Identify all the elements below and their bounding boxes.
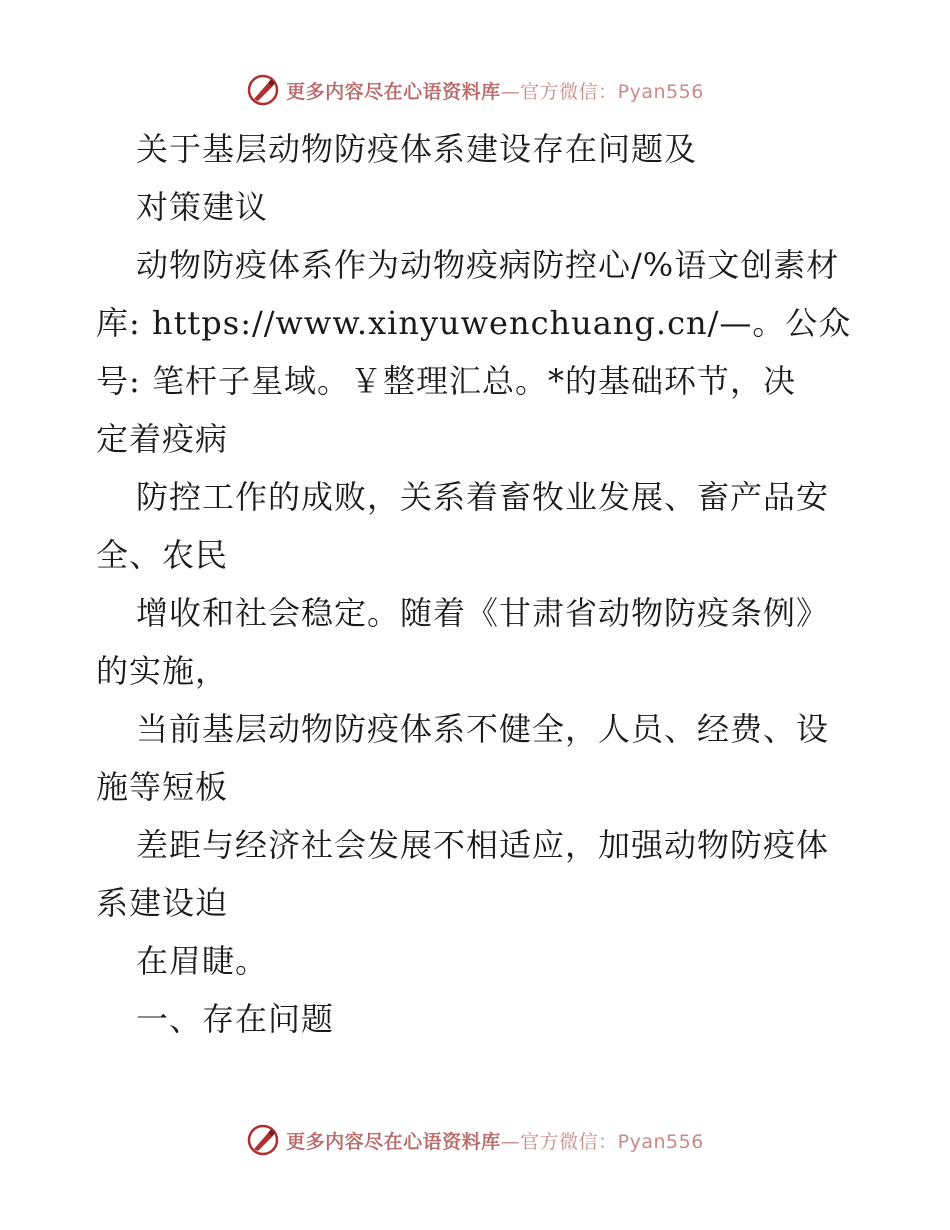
pen-logo-icon [246,73,280,107]
text-line: 在眉睫。 [136,942,269,980]
text-line: 关于基层动物防疫体系建设存在问题及 [136,130,698,168]
text-line: 系建设迫 [96,884,229,922]
text-line: 对策建议 [136,188,269,226]
header-watermark [0,70,950,110]
text-line: 差距与经济社会发展不相适应，加强动物防疫体 [136,826,830,864]
document-body [96,120,856,1048]
watermark-text: 更多内容尽在心语资料库—官方微信：Pyan556 [286,80,704,103]
footer-watermark [0,1120,950,1160]
text-line: 库: https://www.xinyuwenchuang.cn/—。公众 [96,304,852,342]
text-line: 当前基层动物防疫体系不健全，人员、经费、设 [136,710,830,748]
text-line: 防控工作的成败，关系着畜牧业发展、畜产品安 [136,478,830,516]
text-line: 全、农民 [96,536,229,574]
text-line: 增收和社会稳定。随着《甘肃省动物防疫条例》 [136,594,830,632]
text-line: 号: 笔杆子星域。￥整理汇总。*的基础环节，决 [96,362,796,400]
text-line: 一、存在问题 [136,1000,335,1038]
text-line: 的实施， [96,652,229,690]
text-line: 动物防疫体系作为动物疫病防控心/%语文创素材 [136,246,840,284]
pen-logo-icon [246,1123,280,1157]
text-line: 定着疫病 [96,420,229,458]
text-line: 施等短板 [96,768,229,806]
watermark-text: 更多内容尽在心语资料库—官方微信：Pyan556 [286,1130,704,1153]
